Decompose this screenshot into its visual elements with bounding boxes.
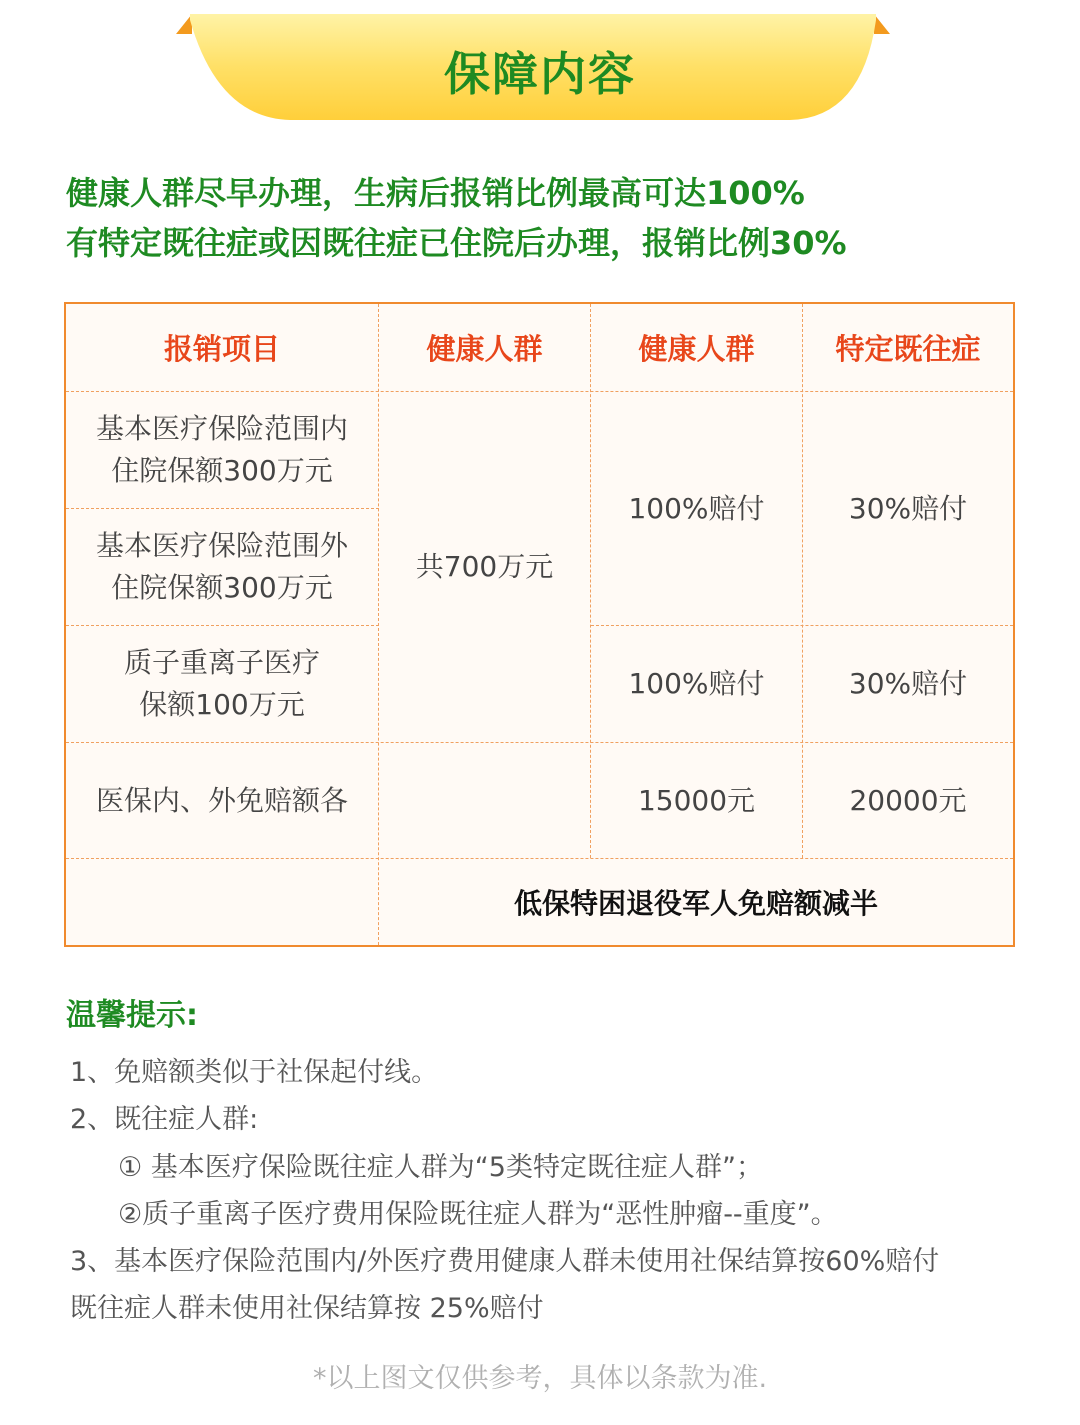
tip-3: 3、基本医疗保险范围内/外医疗费用健康人群未使用社保结算按60%赔付 [70, 1246, 940, 1277]
healthy-rate-proton: 100%赔付 [628, 667, 765, 700]
tip-3-cont: 既往症人群未使用社保结算按 25%赔付 [70, 1293, 544, 1324]
page-title: 保障内容 [444, 47, 636, 101]
tip-2a: ① 基本医疗保险既往症人群为“5类特定既往症人群”； [118, 1152, 763, 1183]
tips-title: 温馨提示: [66, 998, 198, 1033]
existing-rate-inpatient: 30%赔付 [848, 491, 968, 525]
existing-deductible: 20000元 [849, 783, 967, 817]
item-deductible: 医保内、外免赔额各 [95, 783, 348, 817]
disclaimer: *以上图文仅供参考，具体以条款为准. [312, 1363, 768, 1394]
header-existing: 特定既往症 [835, 332, 981, 366]
tip-2b: ②质子重离子医疗费用保险既往症人群为“恶性肿瘤--重度”。 [118, 1199, 838, 1230]
header-healthy-rate: 健康人群 [638, 332, 755, 366]
total-coverage: 共700万元 [415, 550, 554, 583]
tip-1: 1、免赔额类似于社保起付线。 [70, 1057, 439, 1088]
banner [0, 0, 1080, 130]
header-item: 报销项目 [163, 332, 280, 366]
item-inpatient-in: 基本医疗保险范围内 住院保额300万元 [95, 412, 348, 487]
deductible-note: 低保特困退役军人免赔额减半 [513, 887, 878, 920]
item-inpatient-out: 基本医疗保险范围外 住院保额300万元 [95, 529, 348, 604]
intro-line-2: 有特定既往症或因既往症已住院后办理，报销比例30% [66, 224, 847, 262]
tip-2: 2、既往症人群: [70, 1104, 259, 1135]
healthy-deductible: 15000元 [637, 783, 756, 817]
existing-rate-proton: 30%赔付 [848, 667, 968, 700]
coverage-table [64, 302, 1015, 947]
item-proton: 质子重离子医疗 保额100万元 [123, 646, 320, 721]
intro-line-1: 健康人群尽早办理，生病后报销比例最高可达100% [66, 174, 805, 212]
header-healthy: 健康人群 [426, 332, 543, 366]
healthy-rate-inpatient: 100%赔付 [628, 491, 765, 525]
